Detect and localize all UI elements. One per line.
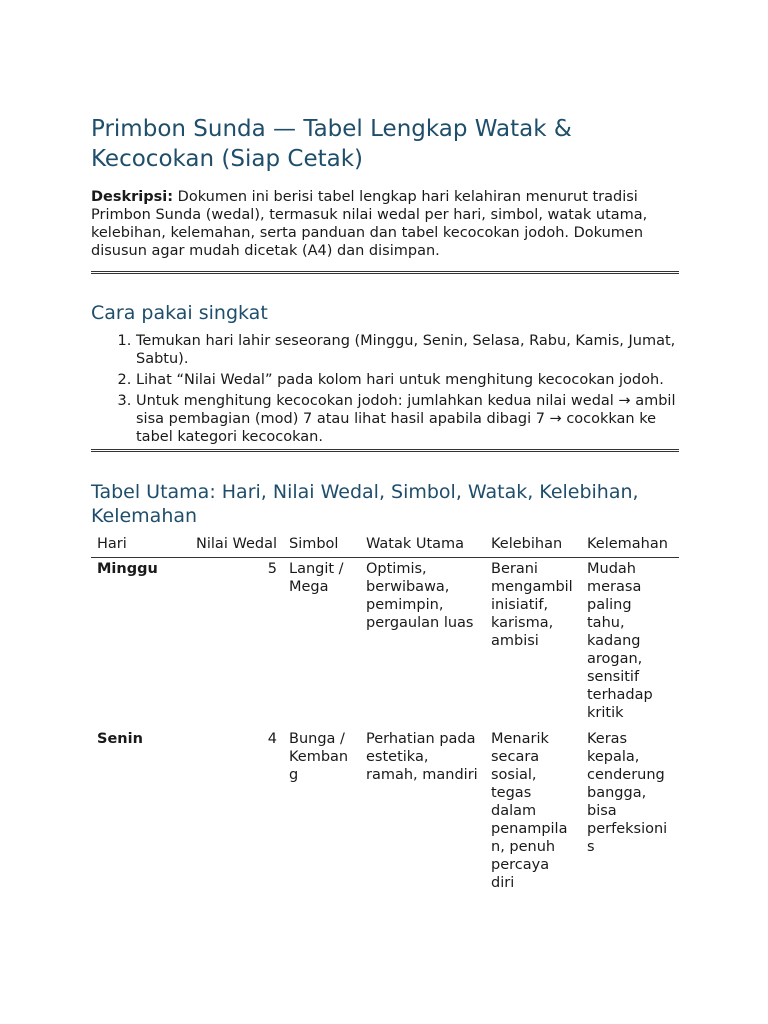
cell-day: Senin	[97, 731, 143, 747]
description-text: Dokumen ini berisi tabel lengkap hari kelahiran menurut tradisi Primbon Sunda (wedal), termasuk nilai wedal per hari, simbol, watak utama, kelebihan, kelemahan, serta panduan dan tabel kecocokan jodoh. Dokumen disusun agar mudah dicetak (A4) dan disimpan.	[91, 189, 648, 259]
table-row	[91, 728, 679, 898]
cell-character: Perhatian pada estetika, ramah, mandiri	[366, 731, 478, 783]
header-day: Hari	[91, 535, 185, 558]
document-description	[91, 188, 679, 260]
header-strength: Kelebihan	[485, 535, 581, 558]
cell-weakness: Mudah merasa paling tahu, kadang arogan, sensitif terhadap kritik	[587, 561, 653, 721]
cell-character: Optimis, berwibawa, pemimpin, pergaulan luas	[366, 561, 474, 631]
header-value: Nilai Wedal	[185, 535, 283, 558]
header-character: Watak Utama	[360, 535, 485, 558]
how-to-step: 3. Untuk menghitung kecocokan jodoh: jumlahkan kedua nilai wedal → ambil sisa pembagian (mod) 7 atau lihat hasil apabila dibagi 7 → cocokkan ke tabel kategori kecocokan.	[136, 392, 679, 446]
document-page	[91, 114, 679, 898]
cell-strength: Menarik secara sosial, tegas dalam penampilan, penuh percaya diri	[491, 731, 568, 891]
cell-weakness: Keras kepala, cenderung bangga, bisa perfeksionis	[587, 731, 668, 855]
main-table	[91, 535, 679, 898]
cell-value: 5	[267, 561, 277, 577]
cell-symbol: Bunga / Kembang	[289, 731, 349, 783]
cell-day: Minggu	[97, 561, 158, 577]
table-header-row	[91, 535, 679, 558]
section-divider	[91, 449, 679, 452]
description-label: Deskripsi:	[91, 189, 174, 205]
cell-value: 4	[267, 731, 277, 747]
document-title: Primbon Sunda — Tabel Lengkap Watak & Kecocokan (Siap Cetak)	[91, 116, 572, 172]
table-row	[91, 558, 679, 729]
how-to-step: 2. Lihat “Nilai Wedal” pada kolom hari untuk menghitung kecocokan jodoh.	[136, 371, 679, 389]
how-to-heading: Cara pakai singkat	[91, 302, 268, 324]
cell-strength: Berani mengambil inisiatif, karisma, ambisi	[491, 561, 573, 649]
cell-symbol: Langit / Mega	[289, 561, 344, 595]
header-symbol: Simbol	[283, 535, 360, 558]
how-to-steps	[91, 332, 679, 446]
main-table-heading: Tabel Utama: Hari, Nilai Wedal, Simbol, Watak, Kelebihan, Kelemahan	[91, 481, 639, 527]
how-to-step: 1. Temukan hari lahir seseorang (Minggu, Senin, Selasa, Rabu, Kamis, Jumat, Sabtu).	[136, 332, 679, 368]
header-weakness: Kelemahan	[581, 535, 679, 558]
section-divider	[91, 271, 679, 274]
